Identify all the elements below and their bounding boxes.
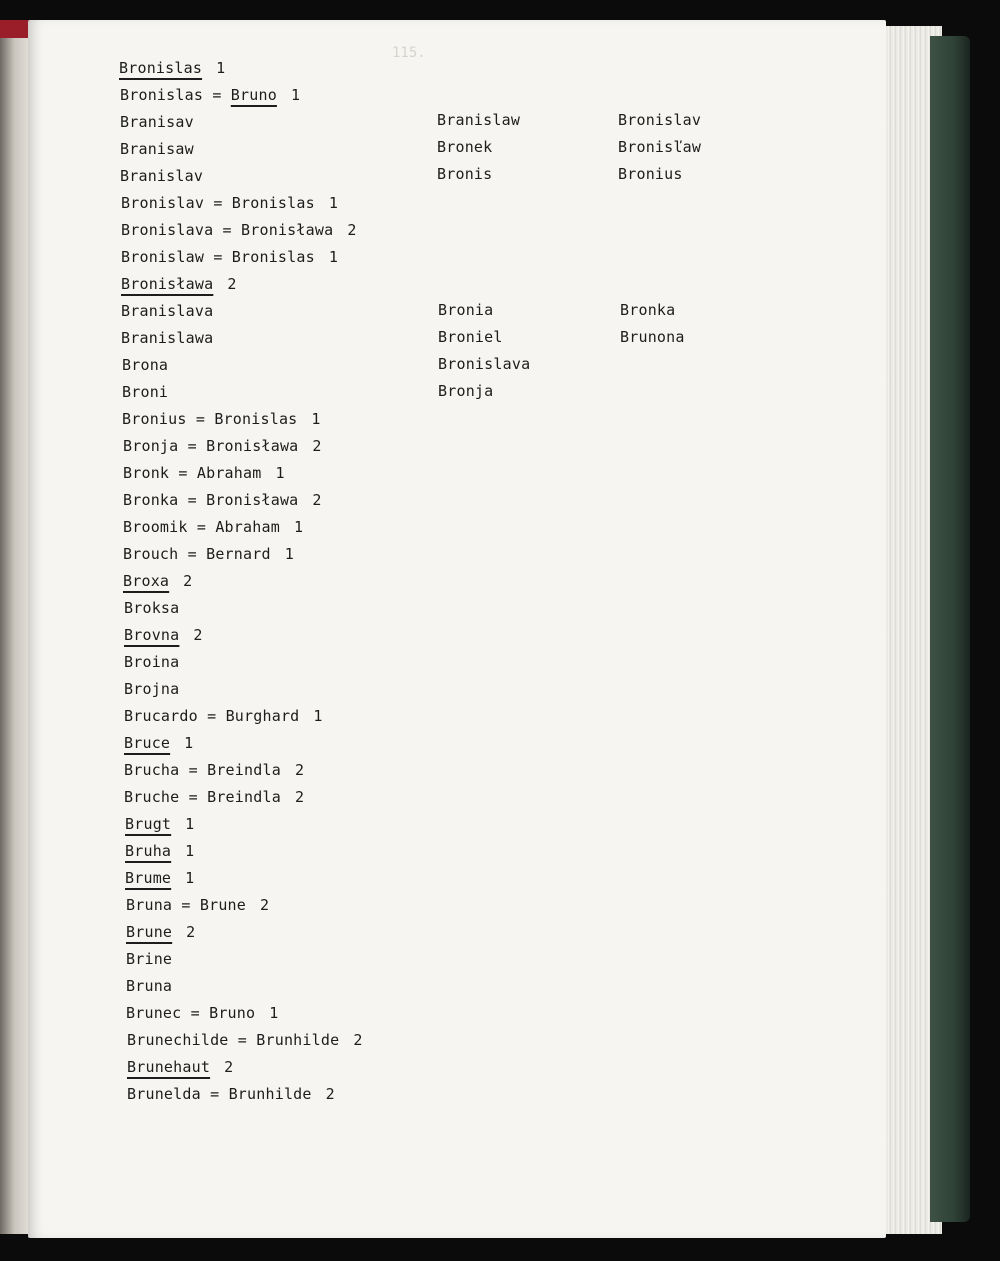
entry-target-name: Abraham bbox=[196, 464, 262, 482]
entry-name: Brunechilde bbox=[127, 1031, 229, 1049]
name-entry bbox=[125, 842, 194, 860]
entry-number: 2 bbox=[312, 491, 322, 509]
name-entry bbox=[121, 221, 357, 239]
entry-name: Bronislav bbox=[121, 194, 205, 212]
entry-number: 1 bbox=[185, 842, 195, 860]
name-entry bbox=[124, 680, 179, 698]
entry-number: 2 bbox=[294, 788, 305, 806]
name-entry bbox=[124, 761, 304, 779]
entry-number: 1 bbox=[284, 545, 294, 563]
entry-name: Broomik bbox=[123, 518, 188, 536]
entry-name: Broksa bbox=[124, 599, 180, 617]
name-entry bbox=[127, 1031, 363, 1049]
equals-sign: = bbox=[195, 410, 206, 428]
entry-number: 2 bbox=[325, 1085, 335, 1103]
entry-name: Brovna bbox=[124, 626, 180, 644]
variant-name: Bronius bbox=[618, 165, 683, 183]
name-entry bbox=[124, 734, 193, 752]
entry-number: 2 bbox=[260, 896, 270, 914]
entry-target-name: Bronisława bbox=[206, 491, 299, 509]
name-entry bbox=[124, 788, 304, 806]
entry-target-name: Bruno bbox=[230, 86, 277, 104]
name-entry bbox=[124, 599, 179, 617]
entry-name: Bronka bbox=[123, 491, 179, 509]
variant-name: Bronislava bbox=[438, 355, 531, 373]
name-entry bbox=[127, 1058, 233, 1076]
entry-number: 1 bbox=[184, 734, 194, 752]
entry-name: Brucardo bbox=[124, 707, 198, 725]
name-entry bbox=[124, 707, 323, 725]
equals-sign: = bbox=[181, 896, 191, 914]
entry-number: 2 bbox=[193, 626, 203, 644]
name-entry bbox=[120, 140, 194, 158]
equals-sign: = bbox=[212, 86, 222, 104]
equals-sign: = bbox=[188, 761, 198, 779]
name-entry bbox=[123, 518, 303, 536]
entry-name: Broina bbox=[124, 653, 180, 671]
equals-sign: = bbox=[196, 518, 207, 536]
name-entry bbox=[125, 815, 194, 833]
entry-target-name: Abraham bbox=[215, 518, 280, 536]
entry-target-name: Brunhilde bbox=[228, 1085, 312, 1103]
name-entry bbox=[121, 329, 213, 347]
name-entry bbox=[127, 1085, 335, 1103]
entry-name: Bronislava bbox=[121, 221, 214, 239]
equals-sign: = bbox=[213, 194, 223, 212]
name-entry bbox=[120, 113, 194, 131]
entry-name: Bronk bbox=[123, 464, 170, 482]
entry-number: 1 bbox=[269, 1004, 279, 1022]
entry-target-name: Brune bbox=[199, 896, 247, 914]
equals-sign: = bbox=[237, 1031, 248, 1049]
entry-number: 1 bbox=[275, 464, 285, 482]
entry-target-name: Bernard bbox=[206, 545, 271, 563]
entry-number: 2 bbox=[347, 221, 357, 239]
name-entry bbox=[122, 383, 168, 401]
name-entry bbox=[121, 194, 338, 212]
entry-number: 1 bbox=[311, 410, 321, 428]
equals-sign: = bbox=[222, 221, 232, 239]
entry-name: Broni bbox=[122, 383, 169, 401]
entry-name: Bruce bbox=[124, 734, 171, 752]
name-entry bbox=[125, 869, 194, 887]
name-entry bbox=[120, 86, 300, 104]
entry-target-name: Brunhilde bbox=[256, 1031, 340, 1049]
entry-number: 1 bbox=[290, 86, 301, 104]
variant-name: Bronja bbox=[438, 382, 494, 400]
entry-target-name: Breindla bbox=[207, 761, 281, 779]
entry-number: 1 bbox=[185, 815, 195, 833]
entry-target-name: Bruno bbox=[209, 1004, 256, 1022]
variant-name: Bronis bbox=[437, 165, 493, 183]
entry-number: 1 bbox=[216, 59, 226, 77]
entry-name: Broxa bbox=[123, 572, 170, 590]
variant-name: Bronek bbox=[437, 138, 493, 156]
entry-number: 2 bbox=[353, 1031, 363, 1049]
entry-number: 2 bbox=[186, 923, 196, 941]
name-entry bbox=[123, 545, 294, 563]
variant-name: Bronka bbox=[620, 301, 676, 319]
entry-name: Branislawa bbox=[121, 329, 214, 347]
entry-name: Bronislas bbox=[120, 86, 204, 104]
bleed-through-page-number: 115. bbox=[392, 45, 426, 61]
variant-name: Branislaw bbox=[437, 111, 521, 129]
entry-target-name: Bronislas bbox=[231, 194, 315, 212]
entry-number: 2 bbox=[224, 1058, 234, 1076]
entry-name: Branisav bbox=[120, 113, 194, 131]
variant-name: Bronia bbox=[438, 301, 494, 319]
entry-number: 2 bbox=[183, 572, 193, 590]
entry-number: 2 bbox=[294, 761, 305, 779]
entry-name: Brojna bbox=[124, 680, 180, 698]
variant-name: Bronislav bbox=[618, 111, 702, 129]
name-entry bbox=[123, 491, 322, 509]
equals-sign: = bbox=[187, 545, 197, 563]
entry-name: Branislava bbox=[121, 302, 214, 320]
name-entry bbox=[120, 167, 203, 185]
entry-number: 2 bbox=[227, 275, 237, 293]
book-cover bbox=[930, 36, 970, 1222]
equals-sign: = bbox=[210, 1085, 220, 1103]
name-entry bbox=[124, 626, 203, 644]
equals-sign: = bbox=[178, 464, 188, 482]
entry-number: 1 bbox=[328, 248, 339, 266]
variant-name: Broniel bbox=[438, 328, 503, 346]
name-entry bbox=[126, 977, 172, 995]
entry-name: Bruha bbox=[125, 842, 172, 860]
entry-name: Brugt bbox=[125, 815, 172, 833]
entry-name: Brona bbox=[122, 356, 169, 374]
variant-name: Brunona bbox=[620, 328, 685, 346]
name-entry bbox=[119, 59, 225, 77]
entry-number: 1 bbox=[313, 707, 323, 725]
equals-sign: = bbox=[187, 437, 197, 455]
name-entry bbox=[123, 572, 192, 590]
name-entry bbox=[122, 410, 321, 428]
entry-name: Bronja bbox=[123, 437, 179, 455]
name-entry bbox=[123, 464, 285, 482]
name-entry bbox=[126, 950, 172, 968]
equals-sign: = bbox=[213, 248, 223, 266]
entry-target-name: Bronisława bbox=[241, 221, 334, 239]
entry-target-name: Bronislas bbox=[214, 410, 298, 428]
entry-name: Bronislaw bbox=[121, 248, 205, 266]
equals-sign: = bbox=[187, 491, 197, 509]
entry-name: Brune bbox=[126, 923, 173, 941]
name-entry bbox=[122, 356, 168, 374]
equals-sign: = bbox=[207, 707, 217, 725]
variant-name: Bronisľaw bbox=[618, 138, 702, 156]
entry-name: Bronislas bbox=[119, 59, 203, 77]
entry-name: Brine bbox=[126, 950, 173, 968]
entry-name: Brunec bbox=[126, 1004, 182, 1022]
entry-name: Branisaw bbox=[120, 140, 194, 158]
equals-sign: = bbox=[188, 788, 198, 806]
entry-number: 2 bbox=[312, 437, 322, 455]
entry-number: 1 bbox=[328, 194, 339, 212]
entry-name: Bruche bbox=[124, 788, 180, 806]
entry-number: 1 bbox=[293, 518, 304, 536]
entry-target-name: Bronislas bbox=[231, 248, 315, 266]
entry-name: Bronius bbox=[122, 410, 187, 428]
entry-name: Brouch bbox=[123, 545, 179, 563]
entry-name: Brunehaut bbox=[127, 1058, 211, 1076]
entry-name: Bronisława bbox=[121, 275, 214, 293]
entry-name: Bruna bbox=[126, 896, 173, 914]
entry-target-name: Bronisława bbox=[206, 437, 299, 455]
name-entry bbox=[126, 1004, 278, 1022]
name-entry bbox=[123, 437, 322, 455]
name-entry bbox=[121, 248, 338, 266]
entry-name: Brucha bbox=[124, 761, 180, 779]
name-entry bbox=[126, 896, 269, 914]
name-entry bbox=[121, 302, 213, 320]
name-entry bbox=[121, 275, 237, 293]
entry-target-name: Burghard bbox=[225, 707, 300, 725]
entry-name: Brume bbox=[125, 869, 172, 887]
entry-name: Bruna bbox=[126, 977, 173, 995]
equals-sign: = bbox=[190, 1004, 200, 1022]
entry-target-name: Breindla bbox=[207, 788, 281, 806]
name-entry bbox=[124, 653, 179, 671]
name-entry bbox=[126, 923, 195, 941]
entry-name: Brunelda bbox=[127, 1085, 201, 1103]
entry-name: Branislav bbox=[120, 167, 204, 185]
entry-number: 1 bbox=[185, 869, 195, 887]
